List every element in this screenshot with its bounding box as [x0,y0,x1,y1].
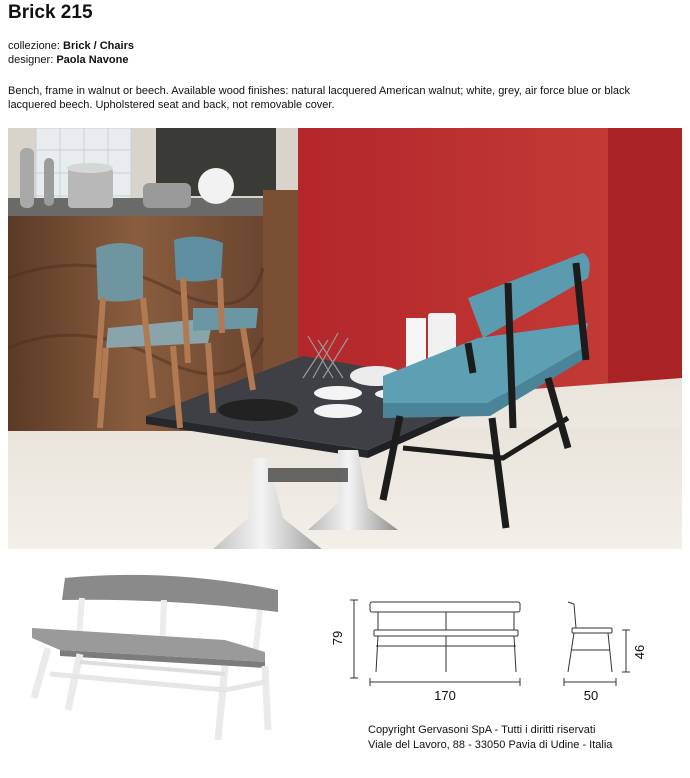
designer-label: designer: [8,54,54,66]
collection-value: Brick / Chairs [63,40,134,52]
seat-height-dimension-label: 46 [632,644,647,660]
designer-value: Paola Navone [56,54,129,66]
dimension-drawings [328,580,658,710]
interior-scene-photo [8,128,682,549]
depth-dimension-label: 50 [583,688,599,703]
width-dimension-label: 170 [434,688,456,703]
collection-line [8,40,134,53]
bench-product-image [20,570,290,750]
address-text: Viale del Lavoro, 88 - 33050 Pavia di Udine - Italia [368,739,613,751]
collection-label: collezione: [8,40,60,52]
copyright-text: Copyright Gervasoni SpA - Tutti i diritti riservati [368,724,596,736]
product-description: Bench, frame in walnut or beech. Available wood finishes: natural lacquered American walnut; white, grey, air force blue or black lacquered beech. Upholstered seat and back, not removable cover. [8,85,631,111]
designer-line [8,54,128,67]
height-dimension-label: 79 [330,630,345,646]
product-title: Brick 215 [8,2,93,23]
